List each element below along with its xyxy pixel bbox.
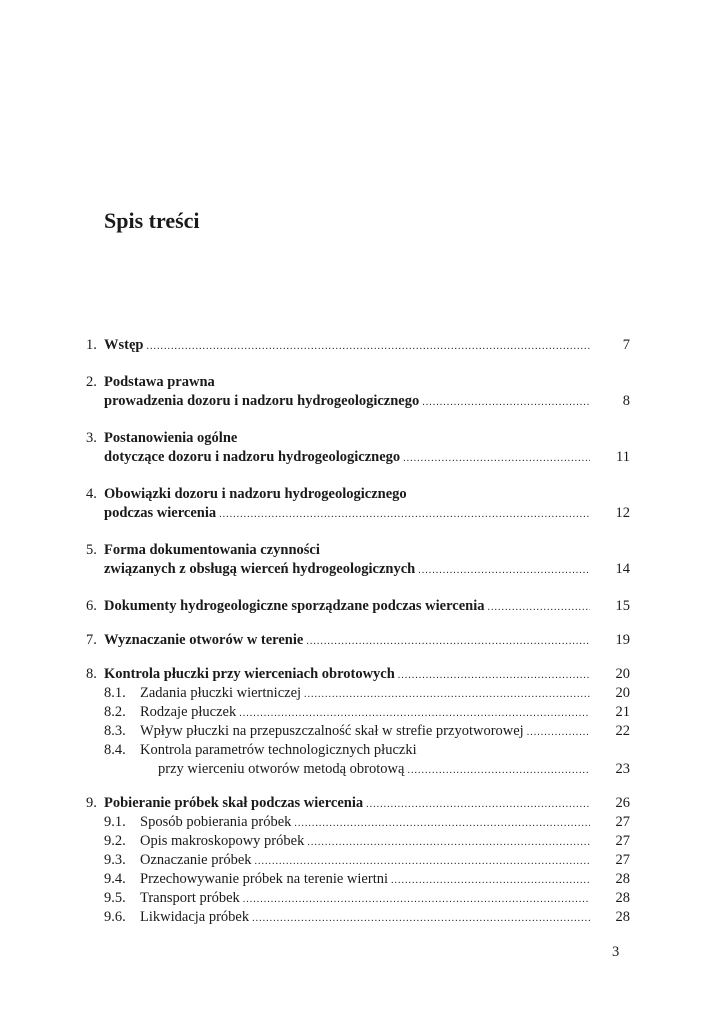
section-title: Pobieranie próbek skał podczas wiercenia: [104, 795, 364, 811]
toc-line: [86, 560, 630, 579]
toc-entry: [86, 485, 630, 523]
page-ref: 11: [616, 449, 630, 465]
page-ref: 15: [615, 598, 630, 614]
section-title: Wstęp: [104, 337, 144, 353]
dot-leader: [366, 795, 590, 814]
subsection-title: Kontrola parametrów technologicznych płuczki: [140, 742, 417, 758]
dot-leader: [391, 871, 590, 890]
subsection-number: 9.1.: [104, 814, 126, 830]
section-title: Wyznaczanie otworów w terenie: [104, 632, 304, 648]
dot-leader: [255, 852, 590, 871]
toc-subline: [86, 813, 630, 832]
dot-leader: [403, 449, 590, 468]
toc-line: [86, 597, 630, 616]
table-of-contents: [86, 320, 630, 927]
subsection-title: Opis makroskopowy próbek: [140, 833, 305, 849]
page-title: Spis treści: [104, 208, 200, 233]
toc-line: [86, 631, 630, 650]
dot-leader: [219, 505, 590, 524]
toc-line: [86, 504, 630, 523]
toc-subline: [86, 870, 630, 889]
page-ref: 21: [615, 704, 630, 720]
page-ref: 28: [615, 890, 630, 906]
section-title: Obowiązki dozoru i nadzoru hydrogeologicznego: [104, 486, 407, 502]
page-ref: 27: [615, 852, 630, 868]
section-title: prowadzenia dozoru i nadzoru hydrogeologicznego: [104, 393, 420, 409]
page-ref: 12: [615, 505, 630, 521]
page-ref: 26: [615, 795, 630, 811]
dot-leader: [304, 685, 590, 704]
page-ref: 14: [615, 561, 630, 577]
dot-leader: [146, 337, 590, 356]
toc-subline: [86, 703, 630, 722]
dot-leader: [418, 561, 590, 580]
toc-entry: [86, 373, 630, 411]
toc-subline: [86, 851, 630, 870]
section-number: 3.: [86, 430, 97, 446]
dot-leader: [243, 890, 590, 909]
subsection-title: Sposób pobierania próbek: [140, 814, 292, 830]
toc-subline: [86, 908, 630, 927]
page-ref: 22: [615, 723, 630, 739]
subsection-title: Zadania płuczki wiertniczej: [140, 685, 302, 701]
dot-leader: [294, 814, 590, 833]
toc-line: [86, 541, 630, 560]
page-ref: 20: [615, 685, 630, 701]
toc-line: [86, 794, 630, 813]
subsection-title: przy wierceniu otworów metodą obrotową: [158, 761, 405, 777]
section-title: Kontrola płuczki przy wierceniach obrotowych: [104, 666, 395, 682]
subsection-number: 9.4.: [104, 871, 126, 887]
toc-entry: [86, 541, 630, 579]
toc-line: [86, 429, 630, 448]
toc-subline: [86, 760, 630, 779]
toc-entry: [86, 665, 630, 779]
section-number: 9.: [86, 795, 97, 811]
toc-line: [86, 336, 630, 355]
subsection-number: 8.1.: [104, 685, 126, 701]
subsection-title: Oznaczanie próbek: [140, 852, 252, 868]
toc-entry: [86, 336, 630, 355]
subsection-number: 8.3.: [104, 723, 126, 739]
subsection-number: 8.4.: [104, 742, 126, 758]
section-title: Postanowienia ogólne: [104, 430, 238, 446]
page-ref: 7: [622, 337, 630, 353]
toc-line: [86, 392, 630, 411]
toc-entry: [86, 597, 630, 616]
subsection-number: 9.3.: [104, 852, 126, 868]
section-title: Dokumenty hydrogeologiczne sporządzane podczas wiercenia: [104, 598, 485, 614]
dot-leader: [422, 393, 590, 412]
dot-leader: [306, 632, 590, 651]
section-number: 7.: [86, 632, 97, 648]
dot-leader: [252, 909, 590, 928]
toc-subline: [86, 741, 630, 760]
toc-subline: [86, 722, 630, 741]
section-number: 1.: [86, 337, 97, 353]
dot-leader: [239, 704, 590, 723]
page-ref: 27: [615, 833, 630, 849]
subsection-title: Likwidacja próbek: [140, 909, 250, 925]
page-number: 3: [612, 944, 620, 960]
page-ref: 23: [615, 761, 630, 777]
toc-entry: [86, 429, 630, 467]
toc-entry: [86, 794, 630, 927]
section-number: 2.: [86, 374, 97, 390]
section-number: 6.: [86, 598, 97, 614]
page-ref: 20: [615, 666, 630, 682]
dot-leader: [487, 598, 590, 617]
subsection-title: Wpływ płuczki na przepuszczalność skał w strefie przyotworowej: [140, 723, 524, 739]
dot-leader: [307, 833, 590, 852]
page-ref: 27: [615, 814, 630, 830]
section-title: związanych z obsługą wierceń hydrogeologicznych: [104, 561, 416, 577]
subsection-number: 9.2.: [104, 833, 126, 849]
toc-line: [86, 448, 630, 467]
page-ref: 28: [615, 871, 630, 887]
subsection-title: Transport próbek: [140, 890, 240, 906]
subsection-number: 9.5.: [104, 890, 126, 906]
subsection-number: 9.6.: [104, 909, 126, 925]
section-number: 4.: [86, 486, 97, 502]
dot-leader: [527, 723, 590, 742]
toc-subline: [86, 684, 630, 703]
toc-subline: [86, 832, 630, 851]
page-ref: 19: [615, 632, 630, 648]
section-number: 8.: [86, 666, 97, 682]
section-title: dotyczące dozoru i nadzoru hydrogeologicznego: [104, 449, 401, 465]
page-ref: 28: [615, 909, 630, 925]
toc-line: [86, 373, 630, 392]
page-ref: 8: [622, 393, 630, 409]
section-title: Forma dokumentowania czynności: [104, 542, 320, 558]
toc-line: [86, 485, 630, 504]
dot-leader: [407, 761, 590, 780]
section-title: Podstawa prawna: [104, 374, 215, 390]
toc-line: [86, 665, 630, 684]
section-title: podczas wiercenia: [104, 505, 217, 521]
toc-entry: [86, 631, 630, 650]
subsection-title: Rodzaje płuczek: [140, 704, 237, 720]
dot-leader: [398, 666, 590, 685]
toc-subline: [86, 889, 630, 908]
subsection-number: 8.2.: [104, 704, 126, 720]
section-number: 5.: [86, 542, 97, 558]
subsection-title: Przechowywanie próbek na terenie wiertni: [140, 871, 389, 887]
